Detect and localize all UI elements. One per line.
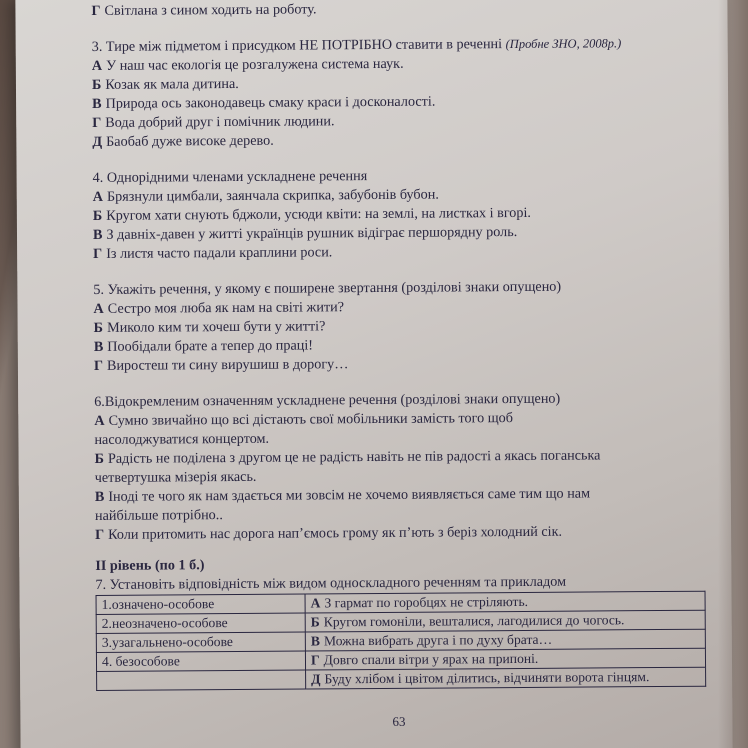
example-letter: В xyxy=(310,633,320,649)
option-letter: Г xyxy=(93,357,104,374)
q6-option-g xyxy=(95,522,715,545)
option-letter: Д xyxy=(92,133,103,150)
option-text: Радість не поділена з другом це не радість навіть не пів радості а якась поганська xyxy=(107,447,601,467)
option-text: найбільше потрібно.. xyxy=(94,507,223,524)
option-text: Коли притомить нас дорога нап’ємось грому як п’ють з беріз холодний сік. xyxy=(108,523,563,543)
option-letter: Г xyxy=(92,114,102,131)
option-letter: В xyxy=(92,226,103,243)
option-letter: Г xyxy=(91,2,101,19)
edge-shadow xyxy=(718,0,748,748)
option-letter: Г xyxy=(93,245,103,262)
option-letter: Б xyxy=(94,450,105,467)
option-text: Сумно звичайно що всі дістають свої мобільники замість того щоб xyxy=(108,410,513,429)
page-content xyxy=(91,0,716,691)
option-letter: Б xyxy=(92,207,103,224)
option-text: четвертушка мізерія якась. xyxy=(94,468,257,486)
example-letter: А xyxy=(310,595,321,611)
option-letter: В xyxy=(92,95,102,112)
option-letter: В xyxy=(93,338,104,355)
option-letter: В xyxy=(94,488,105,505)
option-text: З давніх-давен у житті українців рушник відіграє першорядну роль. xyxy=(106,223,518,243)
option-text: Козак як мала дитина. xyxy=(105,75,239,93)
option-text: Природа ось законодавець смаку краси і досконалості. xyxy=(105,93,436,112)
table-cell-type: 1.означено-особове xyxy=(96,594,305,614)
page-number: 63 xyxy=(392,713,406,729)
option-text: Виростеш ти сину вирушиш в дорогу… xyxy=(106,356,349,374)
option-text: Миколо ким ти хочеш бути у житті? xyxy=(106,318,326,336)
option-letter: Б xyxy=(91,76,102,93)
table-cell-type: 2.неозначено-особове xyxy=(96,613,305,633)
example-letter: Г xyxy=(310,652,320,668)
question-7-title: 7. Установіть відповідність між видом односкладного реченням та прикладом xyxy=(95,573,567,593)
table-row xyxy=(97,667,706,690)
example-letter: Д xyxy=(311,671,321,687)
example-text: Буду хлібом і цвітом ділитись, відчиняти ворота гінцям. xyxy=(324,669,650,687)
option-text: Сестро моя люба як нам на світі жити? xyxy=(107,299,345,317)
option-letter: А xyxy=(91,57,103,74)
question-title-text: 4. Однорідними членами ускладнене речення xyxy=(92,168,368,186)
example-text: Можна вибрать друга і по духу брата… xyxy=(323,631,553,649)
paper-sheet xyxy=(15,0,732,748)
example-text: Кругом гомоніли, вешталися, лагодилися до чогось. xyxy=(323,612,625,630)
option-text: Вода добрий друг і помічник людини. xyxy=(105,113,335,131)
example-text: З гармат по горобцях не стріляють. xyxy=(324,593,529,611)
option-letter: А xyxy=(94,412,105,429)
option-text: Баобаб дуже високе дерево. xyxy=(106,132,274,150)
option-text: Із листя часто падали краплини роси. xyxy=(106,244,333,262)
option-text: Пообідали брате а тепер до праці! xyxy=(107,337,314,355)
question-title-text: 5. Укажіть речення, у якому є поширене звертання (розділові знаки опущено) xyxy=(93,278,562,298)
example-letter: Б xyxy=(310,614,320,630)
option-text: У наш час екологія це розгалужена система наук. xyxy=(106,55,404,74)
question-source: (Пробне ЗНО, 2008р.) xyxy=(505,36,622,52)
option-text: Кругом хати снують бджоли, усюди квіти: на землі, на листках і вгорі. xyxy=(106,204,532,224)
option-letter: А xyxy=(93,300,104,317)
table-cell-type: 4. безособове xyxy=(96,651,305,671)
option-text: Світлана з сином ходить на роботу. xyxy=(104,1,317,19)
matching-table xyxy=(96,591,707,691)
question-title-text: 6.Відокремленим означенням ускладнене речення (розділові знаки опущено) xyxy=(94,390,561,410)
option-letter: Г xyxy=(95,526,105,543)
option-text: Іноді те чого як нам здається ми зовсім не хочемо виявляється саме тим що нам xyxy=(108,485,591,505)
option-text: насолоджуватися концертом. xyxy=(94,430,270,448)
level-2-heading: ІІ рівень (по 1 б.) xyxy=(95,557,205,574)
table-cell-type: 3.узагальнено-особове xyxy=(96,632,305,652)
option-text: Брязнули цимбали, заянчала скрипка, забубонів бубон. xyxy=(106,186,439,205)
table-cell-type xyxy=(97,670,306,690)
example-text: Довго спали вітри у ярах на припоні. xyxy=(323,650,539,668)
option-letter: Б xyxy=(93,319,104,336)
option-letter: А xyxy=(92,188,104,205)
question-title-text: 3. Тире між підметом і присудком НЕ ПОТРІБНО ставити в реченні xyxy=(91,36,503,55)
table-cell-example xyxy=(306,667,706,689)
